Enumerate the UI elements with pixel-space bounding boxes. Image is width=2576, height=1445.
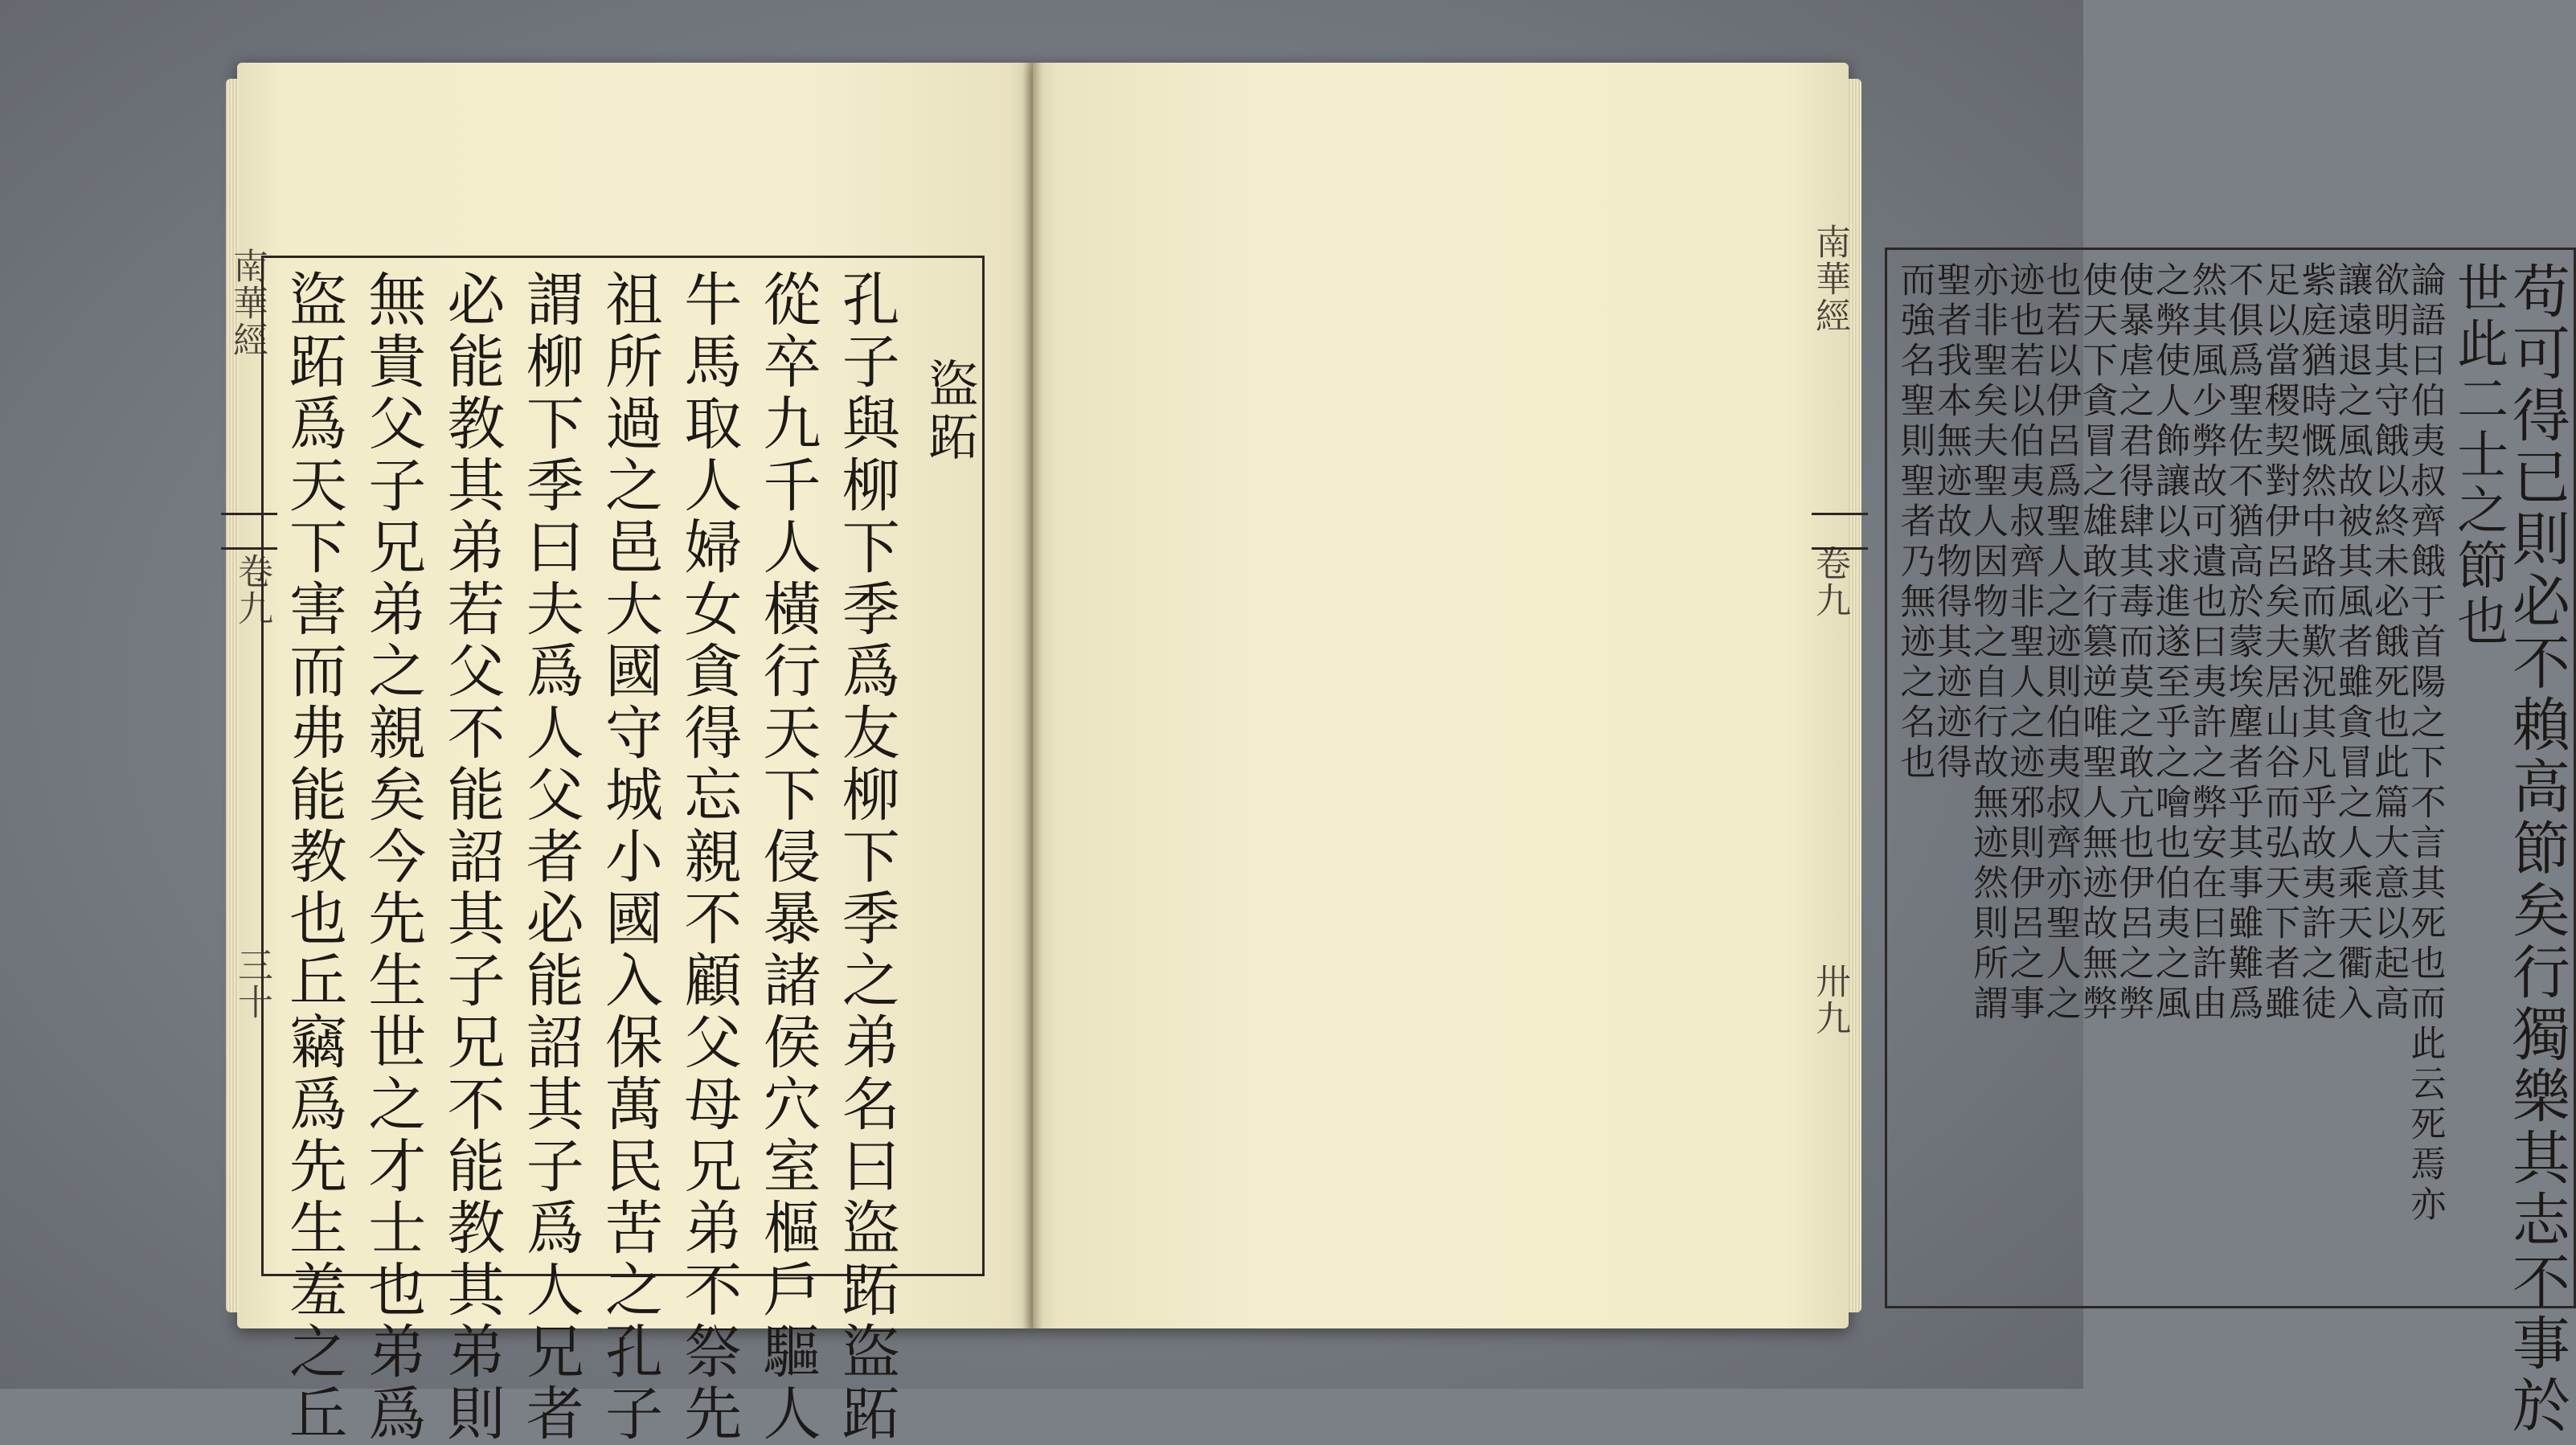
commentary-column: 然其風少弊故可遺也曰夷許之弊安在曰許由 bbox=[2185, 261, 2227, 1025]
text-column: 盜跖爲天下害而弗能教也丘竊爲先生羞之丘 bbox=[280, 269, 347, 1445]
commentary-column: 使天下貪冒之雄敢行篡逆唯聖人無迹故無弊 bbox=[2076, 261, 2118, 1025]
commentary-column: 不俱爲聖佐不猶高於蒙埃塵者乎其事雖難爲 bbox=[2222, 261, 2263, 1025]
left-side-label-volume: 卷九 bbox=[231, 553, 272, 627]
commentary-column: 足以當稷契對伊呂矣夫居山谷而弘天下者雖 bbox=[2258, 261, 2300, 1025]
commentary-column: 迹也若以伯夷叔齊非聖人之迹邪則伊呂之事 bbox=[2003, 261, 2045, 1025]
commentary-column: 之弊使人飾讓以求進遂至乎之噲也伯夷之風 bbox=[2148, 261, 2190, 1025]
commentary-column: 紫庭猶時慨然中路而歎況其凡乎故夷許之徒 bbox=[2295, 261, 2336, 1025]
left-text-frame bbox=[261, 256, 985, 1445]
book-gutter bbox=[1023, 63, 1042, 1328]
left-side-label-page: 三十 bbox=[231, 947, 272, 1021]
left-text-columns bbox=[272, 269, 979, 1445]
left-page bbox=[227, 63, 1033, 1445]
text-column: 謂柳下季曰夫爲人父者必能詔其子爲人兄者 bbox=[516, 269, 584, 1445]
text-column: 祖所過之邑大國守城小國入保萬民苦之孔子 bbox=[596, 269, 663, 1445]
commentary-column: 而強名聖則聖者乃無迹之名也 bbox=[1894, 261, 1935, 784]
chapter-title: 盜跖 bbox=[920, 358, 979, 464]
text-column: 必能教其弟若父不能詔其子兄不能教其弟則 bbox=[437, 269, 506, 1445]
text-column: 牛馬取人婦女貪得忘親不顧父母兄弟不祭先 bbox=[674, 269, 743, 1445]
commentary-column: 使暴虐之君得肆其毒而莫之敢亢也伊呂之弊 bbox=[2112, 261, 2154, 1025]
text-column: 孔子與柳下季爲友柳下季之弟名曰盜跖盜跖 bbox=[832, 269, 900, 1445]
right-side-label-page: 卅九 bbox=[1809, 963, 1850, 1037]
right-text-frame bbox=[1885, 248, 2576, 1437]
commentary-column: 也若以伊呂爲聖人之迹則伯夷叔齊亦聖人之 bbox=[2039, 261, 2081, 1025]
text-column: 苟可得已則必不賴高節矣行獨樂其志不事於 bbox=[2502, 261, 2570, 1437]
commentary-column: 聖者我本無迹故物得其迹迹得 bbox=[1930, 261, 1972, 784]
right-text-columns bbox=[1894, 261, 2570, 1437]
left-side-label-title: 南華經 bbox=[227, 248, 268, 358]
commentary-column: 欲明其守餓以終未必餓死也此篇大意以起高 bbox=[2368, 261, 2410, 1025]
open-book bbox=[227, 63, 2570, 1445]
text-column: 從卒九千人橫行天下侵暴諸侯穴室樞戶驅人 bbox=[753, 269, 821, 1445]
right-side-label-volume: 卷九 bbox=[1809, 545, 1850, 619]
text-column: 世此二士之節也 bbox=[2448, 261, 2508, 649]
commentary-column: 論語曰伯夷叔齊餓于首陽之下不言其死也而此云死焉亦 bbox=[2404, 261, 2446, 1226]
commentary-column: 亦非聖矣夫聖人因物之自行故無迹然則所謂 bbox=[1967, 261, 2009, 1025]
commentary-column: 讓遠退之風故被其風者雖貪冒之人乘天衢入 bbox=[2331, 261, 2373, 1025]
text-column: 無貴父子兄弟之親矣今先生世之才士也弟爲 bbox=[358, 269, 427, 1445]
right-page bbox=[1033, 63, 2570, 1437]
right-side-label-title: 南華經 bbox=[1809, 223, 1850, 334]
